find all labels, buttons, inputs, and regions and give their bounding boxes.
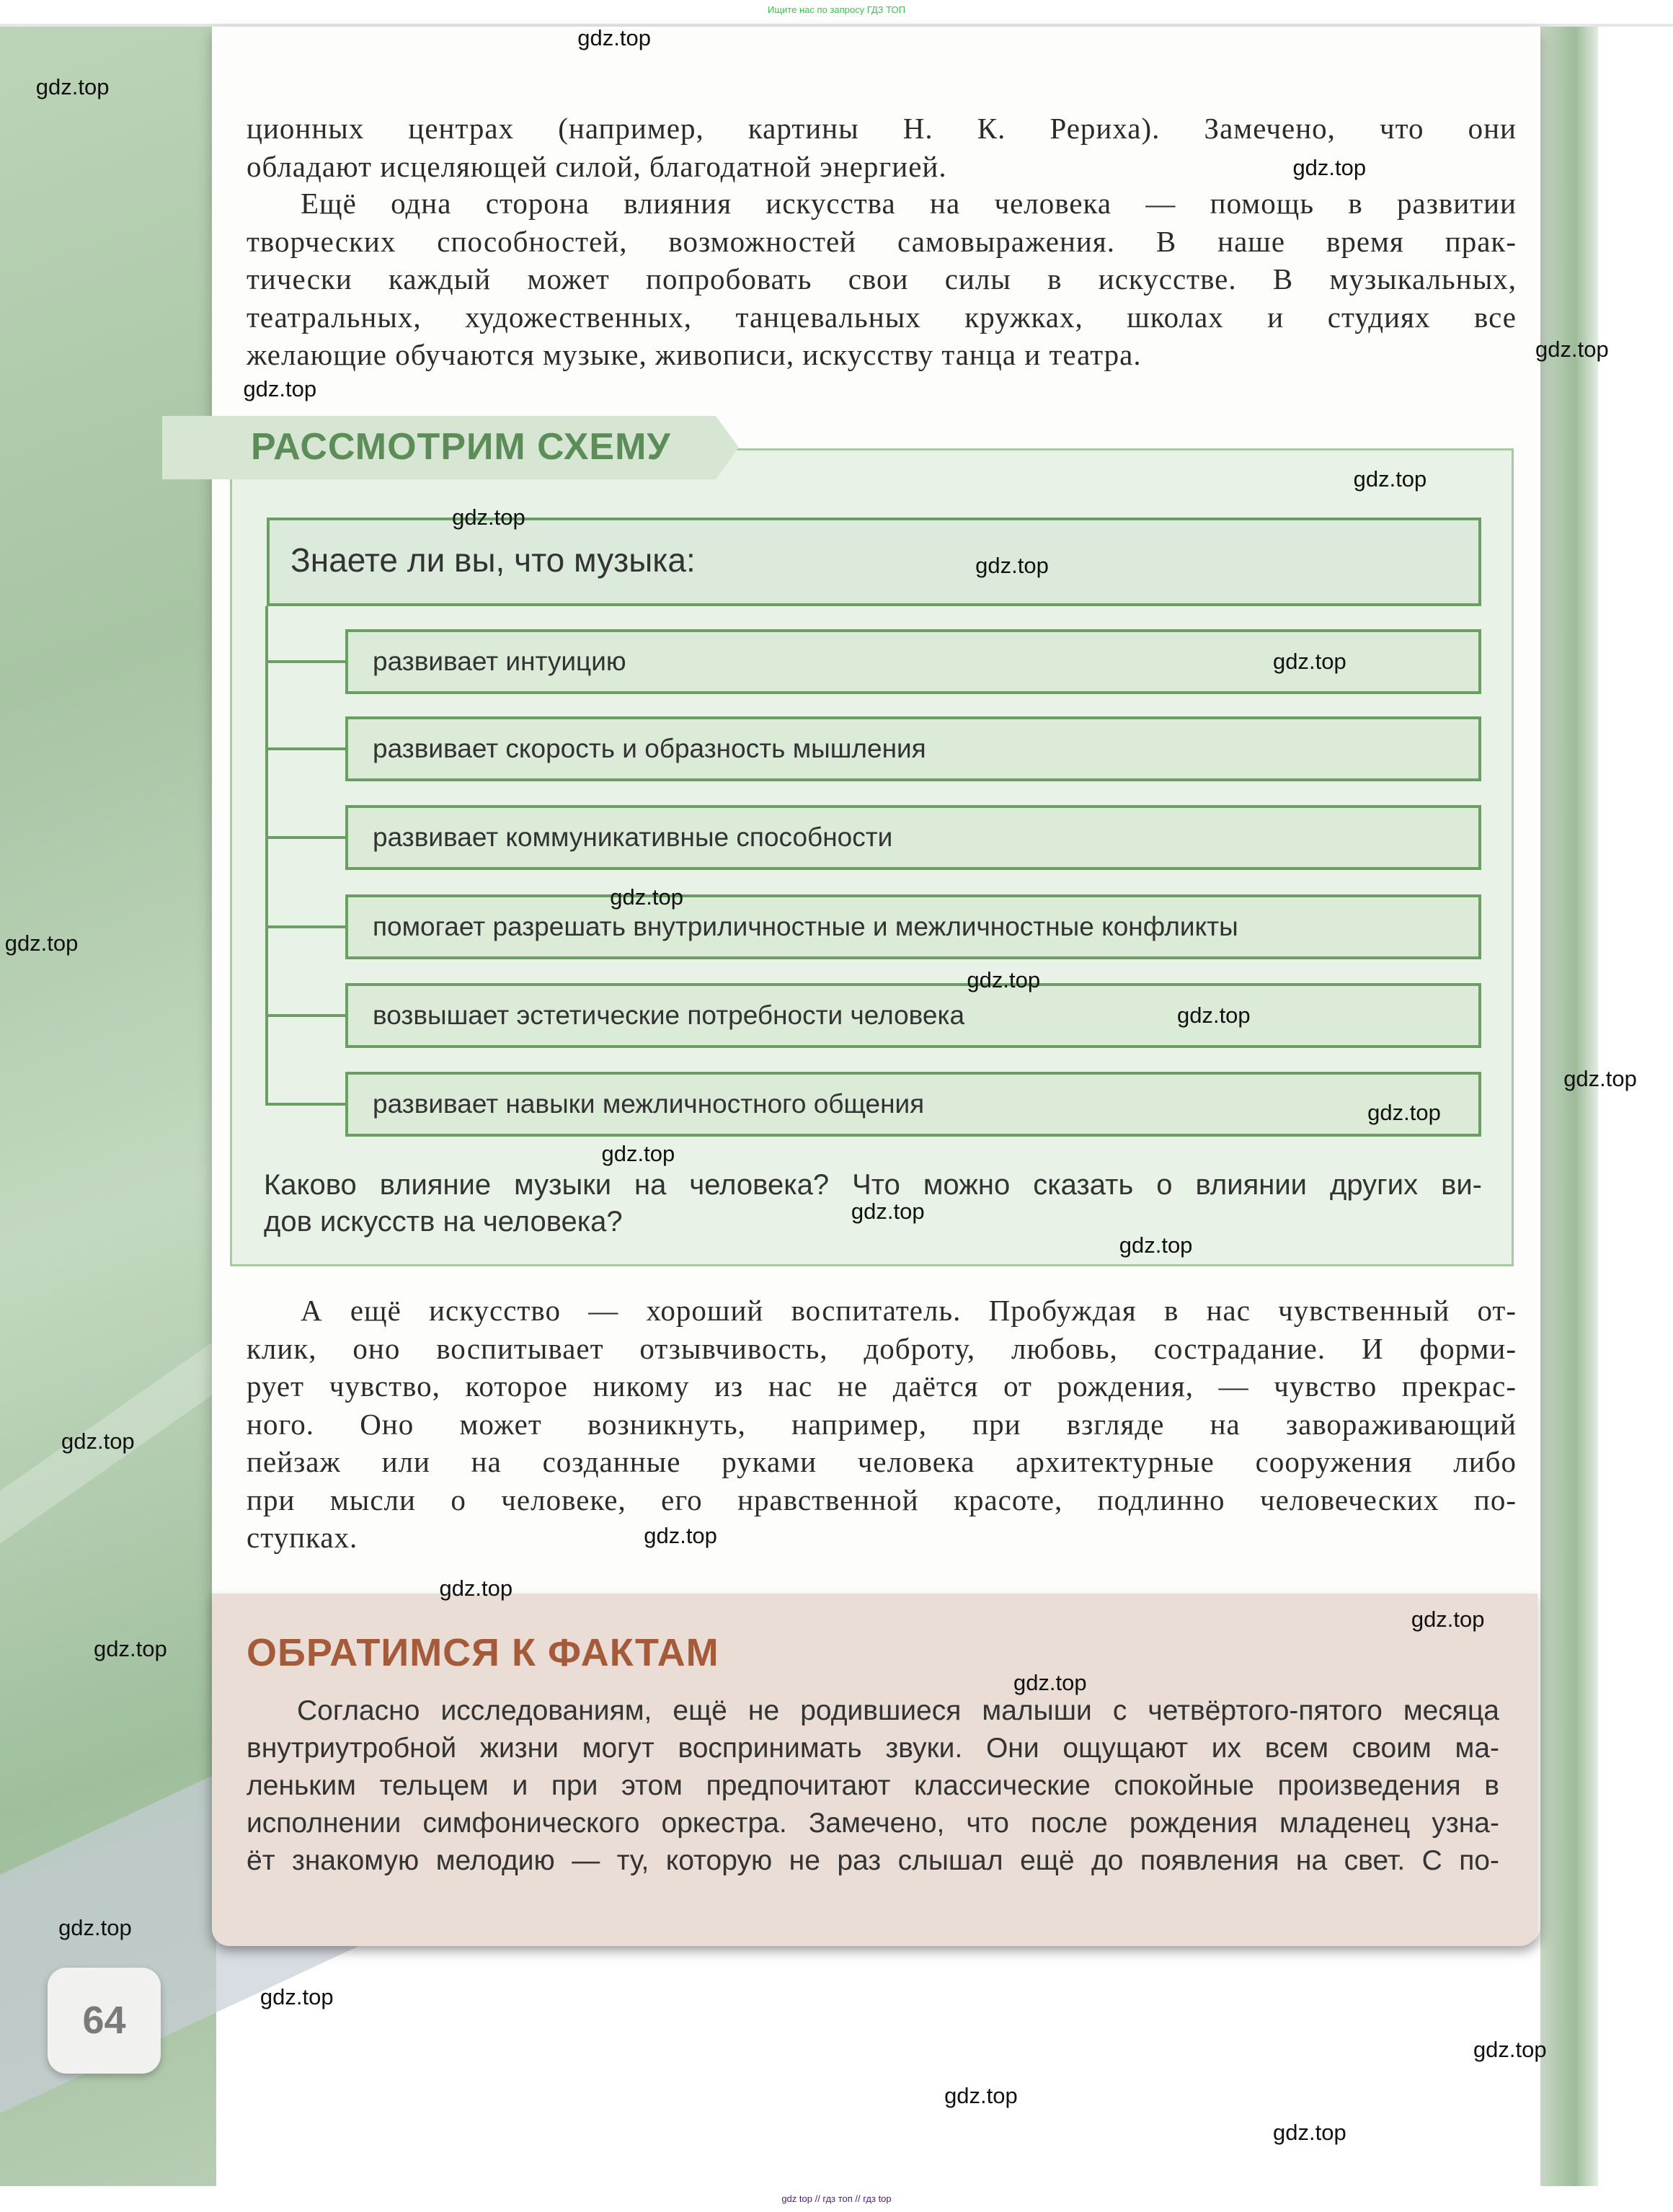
schema-item (345, 983, 1481, 1048)
paragraph-line: творческих способностей, возможностей самовыражения. В наше время прак- (247, 224, 1517, 258)
facts-line: внутриутробной жизни могут воспринимать звуки. Они ощущают их всем своим ма- (247, 1733, 1499, 1764)
paragraph-line: ступках. (247, 1521, 358, 1554)
schema-question-line: Каково влияние музыки на человека? Что можно сказать о влиянии других ви- (264, 1169, 1482, 1201)
facts-line: леньким тельцем и при этом предпочитают классические спокойные произведения в (247, 1770, 1499, 1801)
schema-item-label: развивает навыки межличностного общения (373, 1089, 925, 1119)
watermark: gdz.top (601, 1140, 675, 1166)
watermark: gdz.top (1353, 466, 1427, 492)
paragraph-line: тически каждый может попробовать свои силы в искусстве. В музыкальных, (247, 262, 1517, 296)
watermark: gdz.top (61, 1429, 135, 1454)
schema-item-label: развивает коммуникативные способности (373, 822, 893, 852)
watermark: gdz.top (439, 1575, 513, 1601)
paragraph-line: А ещё искусство — хороший воспитатель. Пробуждая в нас чувственный от- (301, 1294, 1517, 1327)
paragraph-line: Ещё одна сторона влияния искусства на человека — помощь в развитии (301, 187, 1517, 220)
facts-line: исполнении симфонического оркестра. Замечено, что после рождения младенец узна- (247, 1808, 1499, 1839)
watermark: gdz.top (1411, 1606, 1485, 1632)
watermark: gdz.top (1273, 648, 1346, 674)
watermark: gdz.top (610, 884, 683, 910)
schema-item (345, 1072, 1481, 1137)
watermark: gdz.top (1273, 2119, 1346, 2145)
paragraph-line: при мысли о человеке, его нравственной красоте, подлинно человеческих по- (247, 1483, 1517, 1516)
paragraph-line: ного. Оно может возникнуть, например, при взгляде на завораживающий (247, 1407, 1517, 1441)
watermark: gdz.top (1367, 1100, 1441, 1126)
watermark: gdz.top (1013, 1669, 1087, 1695)
schema-title: РАССМОТРИМ СХЕМУ (251, 426, 671, 468)
watermark: gdz.top (1473, 2036, 1547, 2062)
top-banner: Ищите нас по запросу ГДЗ ТОП (0, 0, 1673, 27)
schema-item-label: помогает разрешать внутриличностные и межличностные конфликты (373, 912, 1238, 941)
watermark: gdz.top (1563, 1066, 1637, 1092)
watermark: gdz.top (851, 1199, 925, 1225)
schema-divider (740, 448, 1514, 450)
watermark: gdz.top (35, 74, 110, 100)
paragraph-line: ционных центрах (например, картины Н. К. Рериха). Замечено, что они (247, 112, 1517, 145)
paragraph-line: обладают исцеляющей силой, благодатной энергией. (247, 149, 947, 183)
schema-tree-line (265, 606, 268, 1106)
facts-title: ОБРАТИМСЯ К ФАКТАМ (247, 1631, 719, 1674)
watermark: gdz.top (259, 1984, 334, 2010)
watermark: gdz.top (577, 25, 651, 50)
schema-item (345, 716, 1481, 781)
paragraph-line: пейзаж или на созданные руками человека архитектурные сооружения либо (247, 1445, 1517, 1478)
paragraph-line: театральных, художественных, танцевальных кружках, школах и студиях все (247, 300, 1517, 334)
schema-item-label: развивает скорость и образность мышления (373, 734, 926, 763)
schema-header-text: Знаете ли вы, что музыка: (290, 541, 696, 579)
watermark: gdz.top (243, 376, 317, 402)
schema-item-label: возвышает эстетические потребности человека (373, 1000, 965, 1030)
watermark: gdz.top (1292, 154, 1367, 180)
schema-connector (267, 660, 345, 663)
schema-connector (267, 747, 345, 750)
watermark: gdz.top (944, 2083, 1018, 2109)
watermark: gdz.top (452, 505, 525, 530)
page-number: 64 (48, 1968, 161, 2074)
watermark: gdz.top (94, 1635, 167, 1661)
watermark: gdz.top (975, 552, 1049, 578)
schema-question-line: дов искусств на человека? (264, 1206, 623, 1238)
schema-connector (267, 1103, 345, 1106)
watermark: gdz.top (644, 1523, 717, 1549)
watermark: gdz.top (967, 967, 1041, 993)
watermark: gdz.top (4, 930, 79, 956)
paragraph-line: желающие обучаются музыке, живописи, искусству танца и театра. (247, 338, 1142, 371)
paragraph-line: клик, оно воспитывает отзывчивость, доброту, любовь, сострадание. И форми- (247, 1331, 1517, 1365)
facts-line: ёт знакомую мелодию — ту, которую не раз слышал ещё до появления на свет. С по- (247, 1845, 1499, 1876)
watermark: gdz.top (58, 1915, 132, 1941)
bottom-banner: gdz top // гдз топ // гдз top (0, 2186, 1673, 2212)
schema-item (345, 805, 1481, 870)
watermark: gdz.top (1535, 337, 1609, 363)
schema-connector (267, 1014, 345, 1017)
schema-item-label: развивает интуицию (373, 647, 626, 676)
schema-connector (267, 836, 345, 839)
schema-item (345, 894, 1481, 959)
watermark: gdz.top (1176, 1003, 1251, 1029)
paragraph-line: рует чувство, которое никому из нас не даётся от рождения, — чувство прекрас- (247, 1369, 1517, 1403)
watermark: gdz.top (1119, 1232, 1193, 1258)
schema-connector (267, 925, 345, 928)
facts-line: Согласно исследованиям, ещё не родившиеся малыши с четвёртого-пятого месяца (297, 1695, 1499, 1726)
